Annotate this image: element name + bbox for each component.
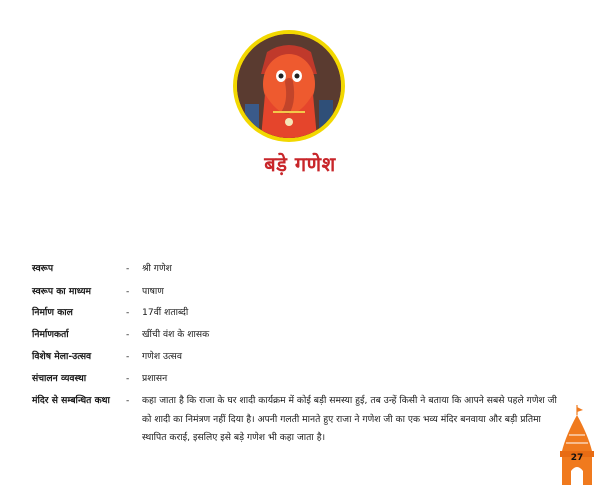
idol-illustration	[237, 34, 341, 138]
page-title: बड़े गणेश	[264, 152, 336, 176]
field-separator: -	[126, 373, 130, 384]
field-label: संचालन व्यवस्था	[32, 373, 87, 384]
field-separator: -	[126, 307, 130, 318]
ganesh-idol-photo	[237, 34, 341, 138]
field-value: प्रशासन	[142, 373, 168, 384]
field-label: स्वरूप का माध्यम	[32, 286, 92, 297]
field-separator: -	[126, 395, 130, 406]
field-value: कहा जाता है कि राजा के घर शादी कार्यक्रम में कोई बड़ी समस्या हुई, तब उन्हें किसी ने बताया कि आपने सबसे पहले गणेश जी को शादी का निमंत्रण नहीं दिया है। अपनी गलती मानते हुए राजा ने गणेश जी का एक भव्य मंदिर बनवाया और बड़ी प्रतिमा स्थापित कराई, इसलिए इसे बड़े गणेश भी कहा जाता है।	[142, 395, 557, 443]
field-label: विशेष मेला-उत्सव	[32, 351, 92, 362]
field-separator: -	[126, 286, 130, 297]
field-value: पाषाण	[142, 286, 164, 297]
page-number: 27	[570, 453, 584, 463]
field-label: स्वरूप	[32, 263, 54, 274]
field-value: श्री गणेश	[142, 263, 172, 274]
field-value: 17वीं शताब्दी	[142, 307, 189, 318]
field-label: मंदिर से सम्बन्धित कथा	[32, 395, 110, 406]
idol-photo-frame	[233, 30, 345, 142]
field-label: निर्माण काल	[32, 307, 73, 318]
temple-icon	[556, 405, 598, 485]
field-separator: -	[126, 351, 130, 362]
field-value: गणेश उत्सव	[142, 351, 182, 362]
field-label: निर्माणकर्ता	[32, 329, 69, 340]
field-value: खींची वंश के शासक	[142, 329, 210, 340]
field-separator: -	[126, 329, 130, 340]
field-separator: -	[126, 263, 130, 274]
